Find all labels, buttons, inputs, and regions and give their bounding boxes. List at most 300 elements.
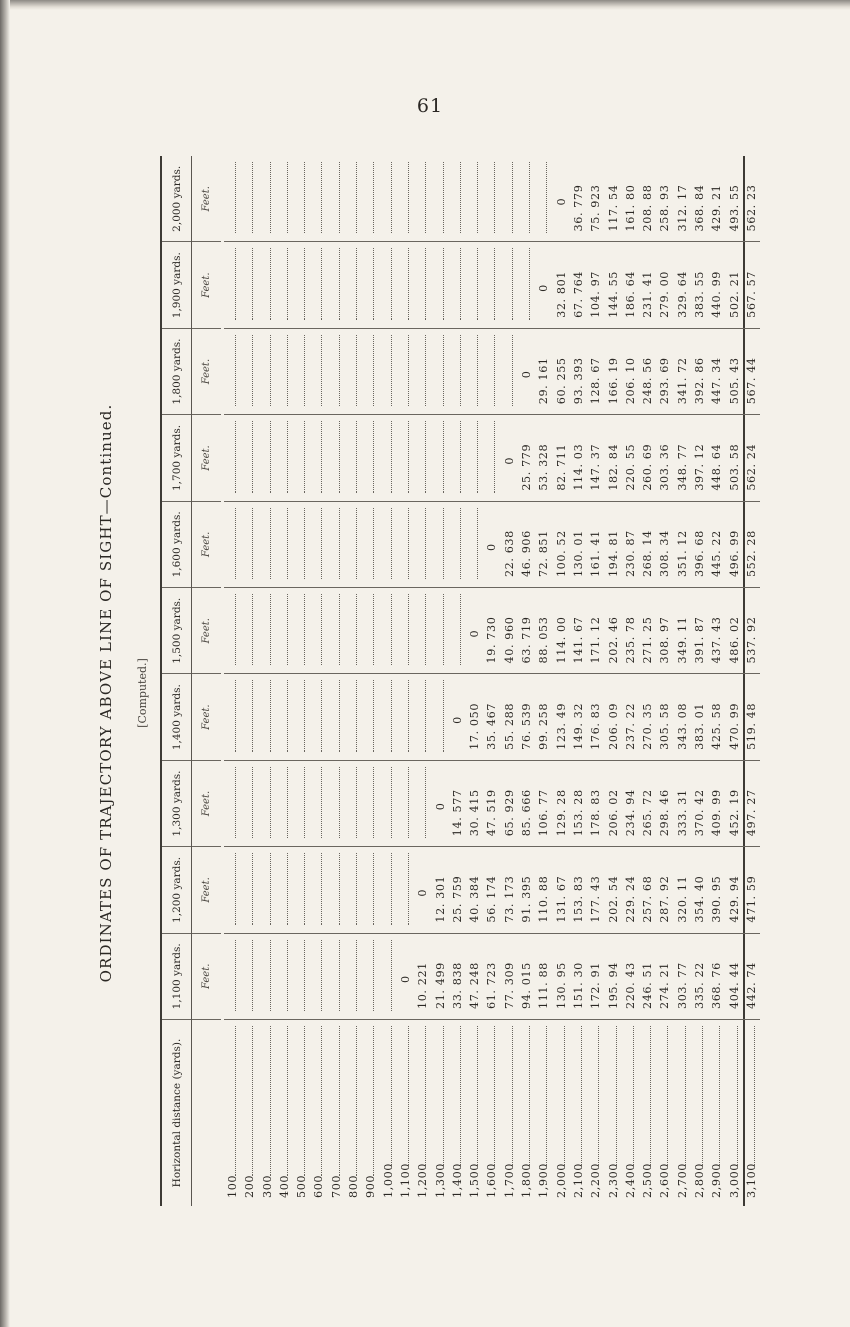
empty-cell — [345, 847, 362, 933]
dot-leader — [460, 1026, 461, 1166]
empty-cell — [328, 588, 345, 674]
empty-cell — [241, 242, 258, 328]
value-cell: 349. 11 — [674, 588, 691, 674]
value-cell: 100. 52 — [553, 502, 570, 588]
empty-cell — [224, 674, 241, 760]
empty-cell — [310, 674, 327, 760]
dot-leader — [685, 1026, 686, 1166]
distance-value: 400 — [277, 1174, 291, 1198]
distance-value: 3,100 — [744, 1162, 758, 1198]
value-cell: 396. 68 — [691, 502, 708, 588]
empty-cell — [449, 156, 466, 242]
value-cell: 75. 923 — [587, 156, 604, 242]
distance-cell — [518, 1020, 535, 1206]
header-column: 1,700 yards. — [162, 415, 191, 501]
distance-value: 1,200 — [416, 1162, 430, 1198]
distance-value: 2,000 — [554, 1162, 568, 1198]
empty-cell — [518, 242, 535, 328]
value-cell: 448. 64 — [708, 415, 725, 501]
empty-cell — [466, 415, 483, 501]
empty-cell — [397, 329, 414, 415]
dot-leader — [546, 1026, 547, 1166]
distance-value: 300 — [260, 1174, 274, 1198]
empty-cell — [241, 502, 258, 588]
empty-cell — [224, 415, 241, 501]
empty-cell — [449, 502, 466, 588]
value-cell: 397. 12 — [691, 415, 708, 501]
value-cell: 383. 55 — [691, 242, 708, 328]
table-subtitle: [Computed.] — [136, 658, 149, 728]
empty-cell — [483, 156, 500, 242]
empty-cell — [224, 242, 241, 328]
empty-cell — [483, 415, 500, 501]
value-cell: 93. 393 — [570, 329, 587, 415]
empty-cell — [293, 761, 310, 847]
distance-value: 100 — [226, 1174, 239, 1198]
empty-cell — [328, 329, 345, 415]
dot-leader — [702, 1026, 703, 1166]
value-cell: 171. 12 — [587, 588, 604, 674]
empty-cell — [380, 934, 397, 1020]
distance-cell — [345, 1020, 362, 1206]
empty-cell — [380, 588, 397, 674]
empty-cell — [345, 329, 362, 415]
dot-leader — [252, 1026, 253, 1176]
value-cell: 172. 91 — [587, 934, 604, 1020]
value-cell: 452. 19 — [726, 761, 743, 847]
empty-cell — [241, 847, 258, 933]
value-cell: 404. 44 — [726, 934, 743, 1020]
value-cell: 567. 44 — [743, 329, 760, 415]
empty-cell — [345, 415, 362, 501]
value-cell: 258. 93 — [656, 156, 673, 242]
header-column: 1,800 yards. — [162, 329, 191, 415]
table-row — [501, 156, 518, 1206]
value-cell: 14. 577 — [449, 761, 466, 847]
empty-cell — [432, 329, 449, 415]
distance-value: 1,800 — [520, 1162, 534, 1198]
dot-leader — [270, 1026, 271, 1176]
table-row — [414, 156, 431, 1206]
value-cell: 208. 88 — [639, 156, 656, 242]
dot-leader — [287, 1026, 288, 1176]
distance-cell — [674, 1020, 691, 1206]
empty-cell — [414, 415, 431, 501]
distance-value: 1,000 — [381, 1162, 395, 1198]
empty-cell — [397, 415, 414, 501]
rotated-table-block — [95, 143, 785, 1243]
value-cell: 237. 22 — [622, 674, 639, 760]
empty-cell — [380, 156, 397, 242]
value-cell: 114. 00 — [553, 588, 570, 674]
table-row — [224, 156, 241, 1206]
value-cell: 99. 258 — [535, 674, 552, 760]
value-cell: 470. 99 — [726, 674, 743, 760]
empty-cell — [276, 588, 293, 674]
distance-cell — [656, 1020, 673, 1206]
table-row — [483, 156, 500, 1206]
table-row — [449, 156, 466, 1206]
value-cell: 76. 539 — [518, 674, 535, 760]
distance-value: 2,200 — [589, 1162, 603, 1198]
value-cell: 0 — [553, 156, 570, 242]
empty-cell — [328, 502, 345, 588]
value-cell: 271. 25 — [639, 588, 656, 674]
empty-cell — [259, 674, 276, 760]
distance-cell — [259, 1020, 276, 1206]
value-cell: 440. 99 — [708, 242, 725, 328]
value-cell: 110. 88 — [535, 847, 552, 933]
table-row — [656, 156, 673, 1206]
value-cell: 0 — [432, 761, 449, 847]
empty-cell — [362, 502, 379, 588]
empty-cell — [293, 674, 310, 760]
table-header-row — [162, 156, 192, 1206]
empty-cell — [241, 329, 258, 415]
distance-cell — [224, 1020, 241, 1206]
value-cell: 354. 40 — [691, 847, 708, 933]
value-cell: 147. 37 — [587, 415, 604, 501]
value-cell: 82. 711 — [553, 415, 570, 501]
value-cell: 25. 759 — [449, 847, 466, 933]
empty-cell — [293, 242, 310, 328]
value-cell: 567. 57 — [743, 242, 760, 328]
distance-value: 2,300 — [606, 1162, 620, 1198]
value-cell: 63. 719 — [518, 588, 535, 674]
value-cell: 22. 638 — [501, 502, 518, 588]
value-cell: 351. 12 — [674, 502, 691, 588]
value-cell: 0 — [535, 242, 552, 328]
table-row — [726, 156, 743, 1206]
empty-cell — [449, 329, 466, 415]
empty-cell — [345, 934, 362, 1020]
distance-value: 1,300 — [433, 1162, 447, 1198]
empty-cell — [276, 415, 293, 501]
empty-cell — [362, 847, 379, 933]
empty-cell — [310, 934, 327, 1020]
value-cell: 47. 248 — [466, 934, 483, 1020]
value-cell: 246. 51 — [639, 934, 656, 1020]
empty-cell — [328, 674, 345, 760]
table-row — [432, 156, 449, 1206]
value-cell: 335. 22 — [691, 934, 708, 1020]
value-cell: 265. 72 — [639, 761, 656, 847]
value-cell: 343. 08 — [674, 674, 691, 760]
value-cell: 442. 74 — [743, 934, 760, 1020]
empty-cell — [380, 329, 397, 415]
table-row — [622, 156, 639, 1206]
empty-cell — [345, 761, 362, 847]
value-cell: 176. 83 — [587, 674, 604, 760]
value-cell: 220. 43 — [622, 934, 639, 1020]
distance-cell — [639, 1020, 656, 1206]
empty-cell — [293, 934, 310, 1020]
empty-cell — [397, 761, 414, 847]
empty-cell — [362, 588, 379, 674]
distance-value: 500 — [295, 1174, 309, 1198]
value-cell: 129. 28 — [553, 761, 570, 847]
value-cell: 130. 01 — [570, 502, 587, 588]
dot-leader — [235, 1026, 236, 1176]
value-cell: 0 — [518, 329, 535, 415]
value-cell: 235. 78 — [622, 588, 639, 674]
unit-label: Feet. — [192, 674, 221, 760]
value-cell: 30. 415 — [466, 761, 483, 847]
value-cell: 383. 01 — [691, 674, 708, 760]
empty-cell — [259, 502, 276, 588]
empty-cell — [276, 329, 293, 415]
empty-cell — [362, 156, 379, 242]
empty-cell — [276, 761, 293, 847]
value-cell: 91. 395 — [518, 847, 535, 933]
dot-leader — [650, 1026, 651, 1166]
unit-label: Feet. — [192, 934, 221, 1020]
value-cell: 447. 34 — [708, 329, 725, 415]
empty-cell — [293, 847, 310, 933]
empty-cell — [414, 588, 431, 674]
empty-cell — [328, 415, 345, 501]
distance-cell — [466, 1020, 483, 1206]
header-column: 1,500 yards. — [162, 588, 191, 674]
value-cell: 503. 58 — [726, 415, 743, 501]
empty-cell — [380, 674, 397, 760]
table-row — [743, 156, 760, 1206]
value-cell: 65. 929 — [501, 761, 518, 847]
table-row — [639, 156, 656, 1206]
value-cell: 333. 31 — [674, 761, 691, 847]
value-cell: 202. 54 — [605, 847, 622, 933]
dot-leader — [356, 1026, 357, 1176]
empty-cell — [328, 156, 345, 242]
distance-cell — [605, 1020, 622, 1206]
empty-cell — [449, 242, 466, 328]
empty-cell — [224, 588, 241, 674]
empty-cell — [259, 329, 276, 415]
value-cell: 471. 59 — [743, 847, 760, 933]
dot-leader — [391, 1026, 392, 1166]
distance-value: 200 — [243, 1174, 257, 1198]
distance-value: 700 — [329, 1174, 343, 1198]
value-cell: 10. 221 — [414, 934, 431, 1020]
empty-cell — [432, 502, 449, 588]
value-cell: 248. 56 — [639, 329, 656, 415]
value-cell: 274. 21 — [656, 934, 673, 1020]
distance-value: 1,900 — [537, 1162, 551, 1198]
empty-cell — [432, 588, 449, 674]
distance-value: 2,700 — [675, 1162, 689, 1198]
dot-leader — [512, 1026, 513, 1166]
empty-cell — [293, 588, 310, 674]
table-row — [605, 156, 622, 1206]
value-cell: 55. 288 — [501, 674, 518, 760]
empty-cell — [310, 502, 327, 588]
value-cell: 177. 43 — [587, 847, 604, 933]
empty-cell — [466, 242, 483, 328]
dot-leader — [443, 1026, 444, 1166]
value-cell: 77. 309 — [501, 934, 518, 1020]
empty-cell — [432, 242, 449, 328]
unit-label: Feet. — [192, 502, 221, 588]
value-cell: 303. 77 — [674, 934, 691, 1020]
table-row — [293, 156, 310, 1206]
value-cell: 73. 173 — [501, 847, 518, 933]
distance-cell — [310, 1020, 327, 1206]
distance-cell — [691, 1020, 708, 1206]
unit-label — [192, 1020, 221, 1206]
value-cell: 425. 58 — [708, 674, 725, 760]
empty-cell — [276, 674, 293, 760]
empty-cell — [397, 242, 414, 328]
empty-cell — [259, 242, 276, 328]
empty-cell — [293, 329, 310, 415]
empty-cell — [241, 934, 258, 1020]
empty-cell — [241, 588, 258, 674]
empty-cell — [414, 674, 431, 760]
table-row — [518, 156, 535, 1206]
value-cell: 390. 95 — [708, 847, 725, 933]
empty-cell — [362, 329, 379, 415]
value-cell: 53. 328 — [535, 415, 552, 501]
value-cell: 305. 58 — [656, 674, 673, 760]
empty-cell — [362, 242, 379, 328]
empty-cell — [432, 156, 449, 242]
empty-cell — [224, 847, 241, 933]
empty-cell — [241, 761, 258, 847]
value-cell: 206. 09 — [605, 674, 622, 760]
value-cell: 130. 95 — [553, 934, 570, 1020]
empty-cell — [380, 242, 397, 328]
table-row — [241, 156, 258, 1206]
value-cell: 206. 02 — [605, 761, 622, 847]
value-cell: 368. 76 — [708, 934, 725, 1020]
value-cell: 486. 02 — [726, 588, 743, 674]
value-cell: 117. 54 — [605, 156, 622, 242]
header-column: 1,100 yards. — [162, 934, 191, 1020]
empty-cell — [259, 761, 276, 847]
value-cell: 128. 67 — [587, 329, 604, 415]
value-cell: 0 — [483, 502, 500, 588]
value-cell: 25. 779 — [518, 415, 535, 501]
value-cell: 40. 960 — [501, 588, 518, 674]
empty-cell — [501, 329, 518, 415]
value-cell: 32. 801 — [553, 242, 570, 328]
dot-leader — [564, 1026, 565, 1166]
header-column: 2,000 yards. — [162, 156, 191, 242]
distance-value: 1,600 — [485, 1162, 499, 1198]
empty-cell — [362, 674, 379, 760]
distance-cell — [414, 1020, 431, 1206]
empty-cell — [241, 415, 258, 501]
empty-cell — [310, 329, 327, 415]
distance-cell — [535, 1020, 552, 1206]
table-title: ORDINATES OF TRAJECTORY ABOVE LINE OF SIGHT—Continued. — [97, 403, 115, 983]
distance-value: 3,000 — [727, 1162, 741, 1198]
value-cell: 0 — [414, 847, 431, 933]
value-cell: 94. 015 — [518, 934, 535, 1020]
empty-cell — [276, 847, 293, 933]
table-row — [362, 156, 379, 1206]
table-body — [224, 156, 758, 1206]
empty-cell — [310, 415, 327, 501]
value-cell: 106. 77 — [535, 761, 552, 847]
value-cell: 21. 499 — [432, 934, 449, 1020]
empty-cell — [224, 502, 241, 588]
distance-cell — [362, 1020, 379, 1206]
distance-value: 1,500 — [468, 1162, 482, 1198]
dot-leader — [737, 1026, 738, 1166]
empty-cell — [501, 242, 518, 328]
value-cell: 552. 28 — [743, 502, 760, 588]
value-cell: 287. 92 — [656, 847, 673, 933]
value-cell: 36. 779 — [570, 156, 587, 242]
empty-cell — [259, 588, 276, 674]
value-cell: 493. 55 — [726, 156, 743, 242]
value-cell: 519. 48 — [743, 674, 760, 760]
distance-cell — [380, 1020, 397, 1206]
value-cell: 268. 14 — [639, 502, 656, 588]
dot-leader — [425, 1026, 426, 1166]
table-row — [674, 156, 691, 1206]
distance-value: 2,900 — [710, 1162, 724, 1198]
distance-value: 1,100 — [398, 1162, 412, 1198]
value-cell: 409. 99 — [708, 761, 725, 847]
empty-cell — [224, 761, 241, 847]
table-row — [380, 156, 397, 1206]
value-cell: 312. 17 — [674, 156, 691, 242]
table-row — [535, 156, 552, 1206]
empty-cell — [397, 502, 414, 588]
page-top-edge — [0, 0, 850, 10]
dot-leader — [321, 1026, 322, 1176]
dot-leader — [616, 1026, 617, 1166]
empty-cell — [310, 761, 327, 847]
empty-cell — [259, 415, 276, 501]
empty-cell — [310, 847, 327, 933]
empty-cell — [276, 934, 293, 1020]
value-cell: 85. 666 — [518, 761, 535, 847]
distance-cell — [587, 1020, 604, 1206]
unit-label: Feet. — [192, 329, 221, 415]
empty-cell — [345, 588, 362, 674]
dot-leader — [719, 1026, 720, 1166]
empty-cell — [380, 415, 397, 501]
empty-cell — [259, 847, 276, 933]
unit-label: Feet. — [192, 588, 221, 674]
distance-cell — [743, 1020, 760, 1206]
value-cell: 206. 10 — [622, 329, 639, 415]
empty-cell — [259, 934, 276, 1020]
distance-value: 2,500 — [641, 1162, 655, 1198]
table-row — [466, 156, 483, 1206]
empty-cell — [362, 415, 379, 501]
empty-cell — [483, 329, 500, 415]
value-cell: 149. 32 — [570, 674, 587, 760]
empty-cell — [501, 156, 518, 242]
value-cell: 279. 00 — [656, 242, 673, 328]
value-cell: 12. 301 — [432, 847, 449, 933]
empty-cell — [466, 502, 483, 588]
value-cell: 153. 28 — [570, 761, 587, 847]
distance-cell — [397, 1020, 414, 1206]
distance-cell — [241, 1020, 258, 1206]
table-row — [570, 156, 587, 1206]
value-cell: 429. 94 — [726, 847, 743, 933]
value-cell: 257. 68 — [639, 847, 656, 933]
distance-cell — [570, 1020, 587, 1206]
value-cell: 0 — [501, 415, 518, 501]
value-cell: 0 — [449, 674, 466, 760]
value-cell: 33. 838 — [449, 934, 466, 1020]
